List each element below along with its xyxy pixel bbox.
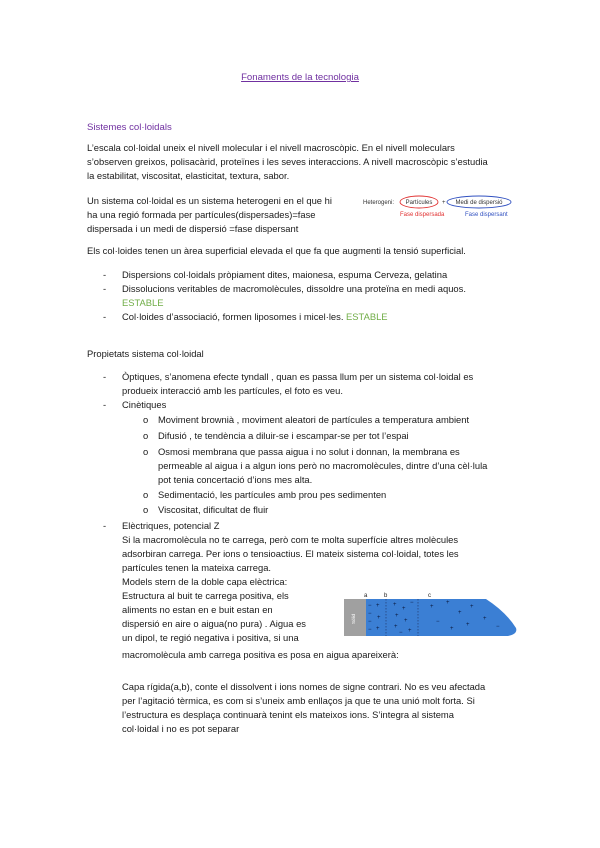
solid-label: Sòlid bbox=[351, 613, 356, 624]
definition-line-3: dispersada i un medi de dispersió =fase dispersant bbox=[87, 223, 299, 234]
layer-label-b: b bbox=[384, 593, 388, 599]
electric-line-3: partícules tenen la mateixa carrega. bbox=[122, 562, 272, 573]
svg-text:+: + bbox=[404, 618, 408, 624]
intro-line-3: la estabilitat, viscositat, elasticitat, textura, sabor. bbox=[87, 170, 290, 181]
list-dash: - bbox=[103, 283, 107, 294]
kinetic-brownian: Moviment brownià , moviment aleatori de partícules a temperatura ambient bbox=[158, 414, 470, 425]
particles-label: Partícules bbox=[405, 200, 433, 206]
kinetic-osmosis-2: permeable al aigua i a algun ions però no macromolècules, dintre d’una cèl·lula bbox=[158, 460, 488, 471]
list-item-dissolutions: Dissolucions veritables de macromolècules, dissoldre una proteïna en medi aquos. bbox=[122, 283, 466, 294]
circle-bullet: o bbox=[143, 414, 149, 425]
list-dash: - bbox=[103, 371, 107, 382]
svg-text:+: + bbox=[430, 604, 434, 610]
svg-text:−: − bbox=[399, 630, 403, 636]
heterogeneous-diagram bbox=[362, 194, 522, 220]
svg-text:+: + bbox=[402, 606, 406, 612]
svg-text:+: + bbox=[483, 616, 487, 622]
circle-bullet: o bbox=[143, 489, 149, 500]
circle-bullet: o bbox=[143, 446, 149, 457]
page-title: Fonaments de la tecnologia bbox=[241, 72, 359, 83]
kinetic-osmosis-3: pot tenia concertació d’ions mes alta. bbox=[158, 474, 313, 485]
svg-text:−: − bbox=[496, 624, 500, 630]
diagram-heterogeni-label: Heterogeni: bbox=[363, 200, 395, 206]
layer-label-a: a bbox=[364, 593, 368, 599]
list-dash: - bbox=[103, 399, 107, 410]
surface-sentence: Els col·loides tenen un àrea superficial elevada el que fa que augmenti la tensió superficial. bbox=[87, 245, 466, 256]
svg-text:−: − bbox=[410, 600, 414, 606]
rigid-layer-line-1: Capa rígida(a,b), conte el dissolvent i ions nomes de signe contrari. No es veu afectada bbox=[122, 681, 486, 692]
definition-line-2: ha una regió formada per partícules(dispersades)=fase bbox=[87, 209, 316, 220]
kinetic-viscosity: Viscositat, dificultat de fluir bbox=[158, 504, 269, 515]
list-item-association bbox=[122, 310, 388, 323]
kinetic-osmosis-1: Osmosi membrana que passa aigua i no solut i donnan, la membrana es bbox=[158, 446, 460, 457]
svg-text:−: − bbox=[368, 627, 372, 633]
optics-line-2: produeix interacció amb les partícules, el foto es veu. bbox=[122, 385, 343, 396]
fluid-region bbox=[366, 599, 516, 636]
layer-label-c: c bbox=[428, 593, 431, 599]
kinetics-heading: Cinètiques bbox=[122, 399, 167, 410]
rigid-layer-line-3: l’estructura es desplaça continuarà tenint els mateixos ions. S’integra al sistema bbox=[122, 709, 454, 720]
svg-text:−: − bbox=[436, 619, 440, 625]
svg-text:−: − bbox=[368, 611, 372, 617]
svg-text:+: + bbox=[393, 602, 397, 608]
svg-text:−: − bbox=[368, 619, 372, 625]
list-item-dispersions: Dispersions col·loidals pròpiament dites, maionesa, espuma Cerveza, gelatina bbox=[122, 269, 448, 280]
svg-text:+: + bbox=[408, 628, 412, 634]
dispersant-phase-label: Fase dispersant bbox=[465, 212, 508, 218]
electric-heading: Elèctriques, potencial Z bbox=[122, 520, 220, 531]
section-heading-properties: Propietats sistema col·loidal bbox=[87, 348, 204, 359]
models-line-3: aliments no estan en e buit estan en bbox=[122, 604, 273, 615]
svg-text:+: + bbox=[466, 622, 470, 628]
stable-tag: ESTABLE bbox=[122, 297, 164, 308]
dispersed-phase-label: Fase dispersada bbox=[400, 212, 445, 218]
optics-line-1: Òptiques, s’anomena efecte tyndall , quan es passa llum per un sistema col·loidal es bbox=[122, 371, 474, 382]
models-line-2: Estructura al buit te carrega positiva, els bbox=[122, 590, 289, 601]
svg-text:+: + bbox=[446, 600, 450, 606]
electric-line-2: adsorbiran carrega. Per ions o tensioactius. El mateix sistema col·loidal, totes les bbox=[122, 548, 459, 559]
medium-label: Medi de dispersió bbox=[455, 200, 503, 206]
rigid-layer-line-2: per l’agitació tèrmica, es com si s’uneix amb enllaços ja que te una unió molt forta. Si bbox=[122, 695, 475, 706]
svg-text:+: + bbox=[377, 615, 381, 621]
svg-text:+: + bbox=[458, 610, 462, 616]
svg-text:+: + bbox=[394, 624, 398, 630]
models-line-1: Models stern de la doble capa elèctrica: bbox=[122, 576, 288, 587]
circle-bullet: o bbox=[143, 430, 149, 441]
section-heading-colloidal: Sistemes col·loidals bbox=[87, 122, 172, 133]
association-text: Col·loides d’associació, formen liposomes i micel·les. bbox=[122, 311, 344, 322]
models-line-6: macromolècula amb carrega positiva es posa en aigua apareixerà: bbox=[122, 649, 399, 660]
svg-text:+: + bbox=[376, 603, 380, 609]
list-dash: - bbox=[103, 269, 107, 280]
definition-line-1: Un sistema col·loidal es un sistema heterogeni en el que hi bbox=[87, 195, 332, 206]
kinetic-diffusion: Difusió , te tendència a diluir-se i escampar-se per tot l’espai bbox=[158, 430, 409, 441]
stern-layer-diagram bbox=[338, 590, 522, 646]
intro-line-2: s’observen greixos, polisacàrid, proteïnes i les seves interaccions. A nivell macroscòpic s’estudia bbox=[87, 156, 488, 167]
electric-line-1: Si la macromolècula no te carrega, però com te molta superfície altres molècules bbox=[122, 534, 459, 545]
circle-bullet: o bbox=[143, 504, 149, 515]
rigid-layer-line-4: col·loidal i no es pot separar bbox=[122, 723, 240, 734]
svg-text:+: + bbox=[450, 626, 454, 632]
svg-text:+: + bbox=[376, 626, 380, 632]
kinetic-sedimentation: Sedimentació, les partícules amb prou pes sedimenten bbox=[158, 489, 387, 500]
intro-line-1: L’escala col·loidal uneix el nivell molecular i el nivell macroscòpic. En el nivell moleculars bbox=[87, 142, 455, 153]
models-line-4: dispersió en aire o aigua(no pura) . Aigua es bbox=[122, 618, 306, 629]
svg-text:+: + bbox=[470, 604, 474, 610]
stable-tag: ESTABLE bbox=[346, 311, 388, 322]
list-dash: - bbox=[103, 311, 107, 322]
svg-text:−: − bbox=[368, 603, 372, 609]
list-dash: - bbox=[103, 520, 107, 531]
svg-text:+: + bbox=[395, 613, 399, 619]
diagram-plus: + bbox=[442, 200, 446, 206]
models-line-5: un dipol, te regió negativa i positiva, si una bbox=[122, 632, 299, 643]
